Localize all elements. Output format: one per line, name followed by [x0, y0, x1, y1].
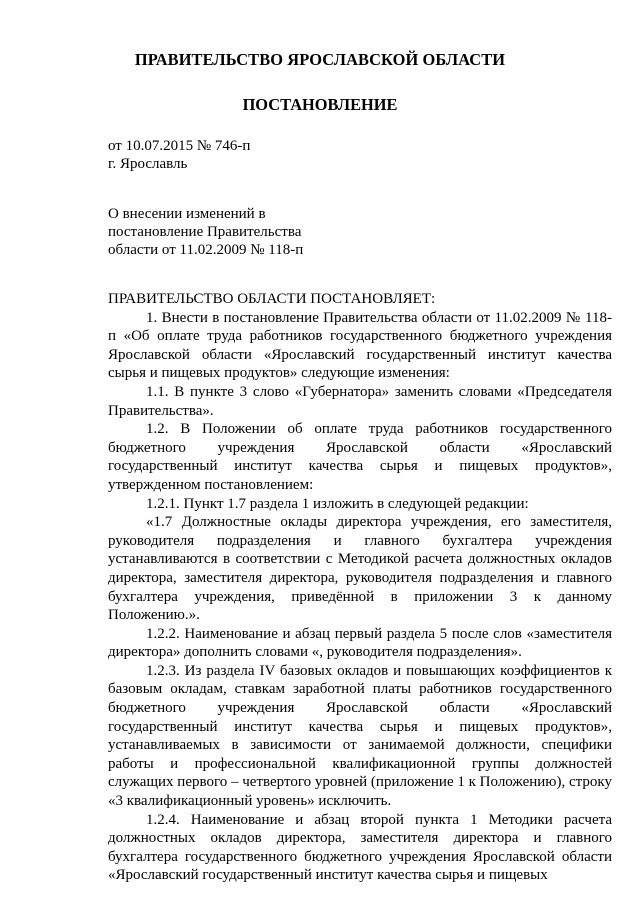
paragraph-1-1: 1.1. В пункте 3 слово «Губернатора» заменить словами «Председателя Правительства».: [108, 383, 612, 419]
document-body: [108, 290, 612, 885]
document-type: ПОСТАНОВЛЕНИЕ: [242, 95, 398, 114]
document-subject: [108, 205, 303, 259]
paragraph-1-7-quote: «1.7 Должностные оклады директора учреждения, его заместителя, руководителя подразделения и главного бухгалтера учреждения устанавливаются в соответствии с Методикой расчета должностных окладов директора, заместителя директора, руководителя подразделения и главного бухгалтера учреждения, приведённой в приложении 3 к данному Положению.».: [108, 514, 612, 624]
resolution-preamble: ПРАВИТЕЛЬСТВО ОБЛАСТИ ПОСТАНОВЛЯЕТ:: [108, 291, 436, 307]
organization-title: ПРАВИТЕЛЬСТВО ЯРОСЛАВСКОЙ ОБЛАСТИ: [134, 50, 506, 69]
date-and-number: от 10.07.2015 № 746-п: [108, 138, 251, 154]
paragraph-1: 1. Внести в постановление Правительства области от 11.02.2009 № 118-п «Об оплате труда работников государственного бюджетного учреждения Ярославской области «Ярославский государственный институт качества сырья и пищевых продуктов» следующие изменения:: [108, 309, 612, 382]
subject-line: О внесении изменений в: [108, 206, 266, 222]
subject-line: области от 11.02.2009 № 118-п: [108, 242, 304, 258]
paragraph-1-2-4: 1.2.4. Наименование и абзац второй пункта 1 Методики расчета должностных окладов директора, заместителя директора и главного бухгалтера государственного бюджетного учреждения Ярославской области «Ярославский государственный институт качества сырья и пищевых: [108, 811, 612, 884]
paragraph-1-2: 1.2. В Положении об оплате труда работников государственного бюджетного учреждения Ярославской области «Ярославский государственный институт качества сырья и пищевых продуктов», утвержденном постановлением:: [108, 421, 612, 493]
paragraph-1-2-1: 1.2.1. Пункт 1.7 раздела 1 изложить в следующей редакции:: [146, 495, 529, 512]
paragraph-1-2-3: 1.2.3. Из раздела IV базовых окладов и повышающих коэффициентов к базовым окладам, ставкам заработной платы работников государственного бюджетного учреждения Ярославской области «Ярославский государственный институт качества сырья и пищевых продуктов», устанавливаемых в зависимости от занимаемой должности, специфики работы и профессиональной квалификационной группы должностей служащих первого – четвертого уровней (приложение 1 к Положению), строку «3 квалификационный уровень» исключить.: [108, 662, 612, 810]
city: г. Ярославль: [108, 156, 188, 172]
subject-line: постановление Правительства: [108, 224, 302, 240]
document-meta: [108, 137, 250, 173]
paragraph-1-2-2: 1.2.2. Наименование и абзац первый раздела 5 после слов «заместителя директора» дополнить словами «, руководителя подразделения».: [108, 625, 612, 661]
